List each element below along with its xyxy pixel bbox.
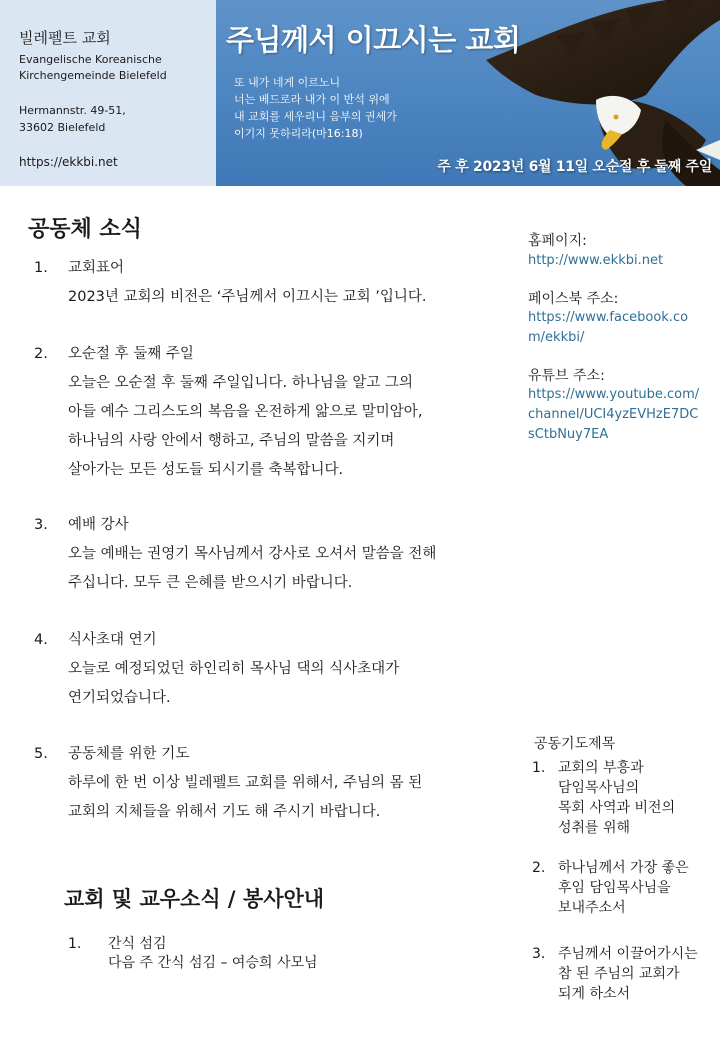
prayer-topics-title: 공동기도제목	[534, 736, 616, 752]
service-item-number: 1.	[68, 936, 82, 952]
church-address	[19, 102, 216, 136]
sunday-date: 주 후 2023년 6월 11일 오순절 후 둘째 주일	[437, 159, 712, 175]
youtube-label: 유튜브 주소:	[528, 368, 605, 384]
prayer-item-line: 목회 사역과 비전의	[558, 800, 676, 816]
news-item-body	[34, 283, 504, 312]
church-name: 빌레펠트 교회	[19, 29, 111, 47]
news-item-heading: 예배 강사	[68, 517, 129, 533]
prayer-topics	[532, 734, 712, 1002]
news-item-line: 오늘로 예정되었던 하인리히 목사님 댁의 식사초대가	[68, 661, 400, 677]
news-item-line: 오늘 예배는 권영기 목사님께서 강사로 오셔서 말씀을 전해	[68, 546, 437, 562]
verse-line-3: 내 교회를 세우리니 음부의 권세가	[234, 110, 397, 123]
section-title-church-news: 교회 및 교우소식 / 봉사안내	[64, 887, 325, 911]
banner-title: 주님께서 이끄시는 교회	[226, 23, 521, 57]
homepage-link[interactable]: http://www.ekkbi.net	[528, 253, 664, 268]
prayer-item	[532, 858, 712, 918]
facebook-link[interactable]: https://www.facebook.com/ekkbi/	[528, 310, 689, 345]
news-item	[34, 340, 504, 485]
news-item-line: 교회의 지체들을 위해서 기도 해 주시기 바랍니다.	[68, 804, 381, 820]
news-item-number: 3.	[34, 517, 48, 533]
prayer-item-line: 교회의 부흥과	[558, 760, 644, 776]
news-item-line: 2023년 교회의 비전은 ‘주님께서 이끄시는 교회 ’입니다.	[68, 289, 427, 305]
address-line-1: Hermannstr. 49-51,	[19, 104, 126, 117]
news-item-number: 1.	[34, 260, 48, 276]
homepage-label: 홈페이지:	[528, 233, 587, 249]
church-info-panel	[0, 0, 216, 186]
news-item	[34, 511, 504, 598]
news-item-number: 5.	[34, 746, 48, 762]
prayer-item-line: 후임 담임목사님을	[558, 880, 671, 896]
prayer-item-number: 1.	[532, 760, 546, 776]
news-item	[34, 740, 504, 827]
bible-verse	[234, 74, 397, 142]
section-title-community-news: 공동체 소식	[28, 217, 142, 242]
news-item-line: 하나님의 사랑 안에서 행하고, 주님의 말씀을 지키며	[68, 433, 395, 449]
church-website[interactable]: https://ekkbi.net	[19, 155, 118, 169]
prayer-item	[532, 758, 712, 838]
news-item-body	[34, 655, 504, 713]
news-item-line: 살아가는 모든 성도들 되시기를 축복합니다.	[68, 462, 344, 478]
prayer-item	[532, 944, 712, 1004]
prayer-item-line: 되게 하소서	[558, 986, 631, 1002]
prayer-item-line: 하나님께서 가장 좋은	[558, 860, 689, 876]
news-item-number: 2.	[34, 346, 48, 362]
prayer-item-number: 3.	[532, 946, 546, 962]
verse-line-4: 이기지 못하리라(마16:18)	[234, 127, 363, 140]
news-item-line: 아들 예수 그리스도의 복음을 온전하게 앎으로 말미암아,	[68, 404, 423, 420]
news-item-line: 연기되었습니다.	[68, 690, 171, 706]
verse-line-2: 너는 베드로라 내가 이 반석 위에	[234, 93, 390, 106]
banner	[216, 0, 720, 186]
youtube-link[interactable]: https://www.youtube.com/channel/UCI4yzEVHzE7DCsCtbNuy7EA	[528, 387, 700, 442]
prayer-item-line: 보내주소서	[558, 900, 626, 916]
news-item-line: 오늘은 오순절 후 둘째 주일입니다. 하나님을 알고 그의	[68, 375, 414, 391]
prayer-item-line: 성취를 위해	[558, 820, 631, 836]
news-item-body	[34, 769, 504, 827]
news-item-number: 4.	[34, 632, 48, 648]
facebook-label: 페이스북 주소:	[528, 291, 619, 307]
prayer-item-line: 담임목사님의	[558, 780, 640, 796]
news-item-heading: 식사초대 연기	[68, 632, 157, 648]
news-item-line: 주십니다. 모두 큰 은혜를 받으시기 바랍니다.	[68, 575, 353, 591]
news-item-body	[34, 369, 504, 485]
news-item-line: 하루에 한 번 이상 빌레펠트 교회를 위해서, 주님의 몸 된	[68, 775, 423, 791]
church-german-name-line-2: Kirchengemeinde Bielefeld	[19, 69, 167, 82]
church-german-name-line-1: Evangelische Koreanische	[19, 53, 162, 66]
prayer-item-line: 참 된 주님의 교회가	[558, 966, 680, 982]
prayer-item-line: 주님께서 이끌어가시는	[558, 946, 698, 962]
news-item-heading: 교회표어	[68, 260, 125, 276]
bulletin-header	[0, 0, 720, 186]
address-line-2: 33602 Bielefeld	[19, 121, 106, 134]
service-item-line: 다음 주 간식 섬김 – 여승희 사모님	[108, 955, 318, 971]
news-item	[34, 254, 504, 312]
prayer-item-number: 2.	[532, 860, 546, 876]
service-item-heading: 간식 섬김	[108, 936, 167, 952]
news-item-body	[34, 540, 504, 598]
news-item-heading: 공동체를 위한 기도	[68, 746, 190, 762]
verse-line-1: 또 내가 네게 이르노니	[234, 76, 341, 89]
news-item-heading: 오순절 후 둘째 주일	[68, 346, 194, 362]
news-item	[34, 626, 504, 713]
service-item	[68, 935, 318, 973]
